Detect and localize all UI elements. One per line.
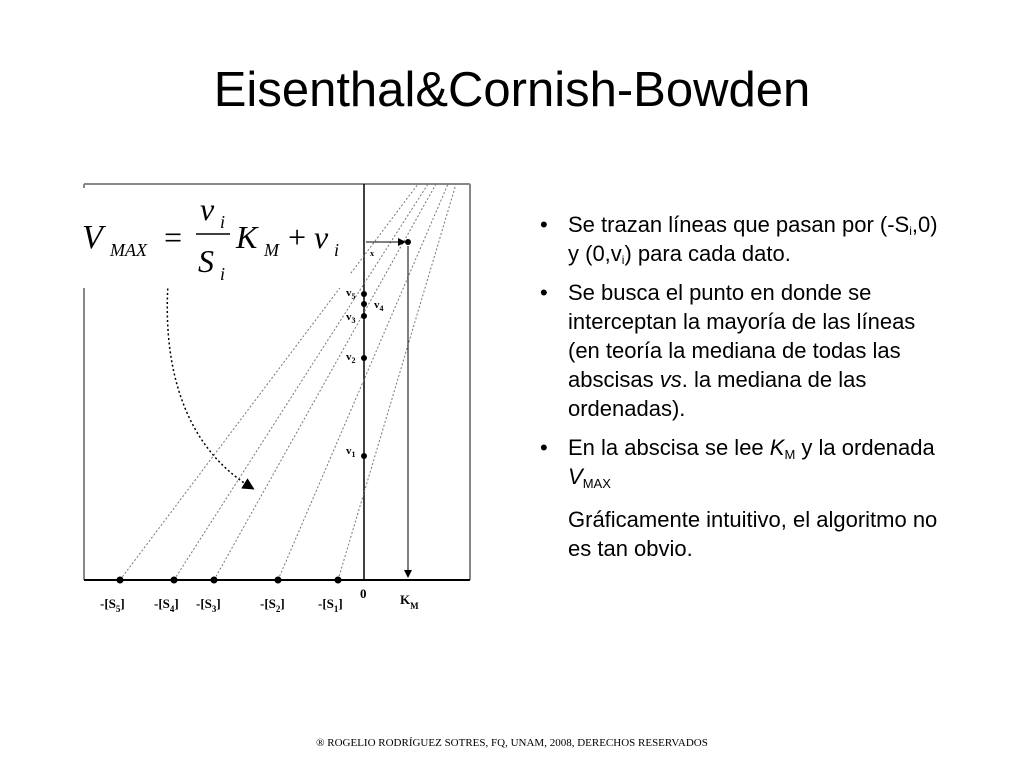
closing-note: Gráficamente intuitivo, el algoritmo no es tan obvio. [568,507,938,561]
bullet-1-text-b: ,0) y (0,v [568,212,938,266]
formula-den-sub: i [220,264,226,284]
point-v5 [361,291,367,297]
bullet-3 [540,433,940,491]
bullet-3-km-sub: M [784,447,796,462]
formula-equals: = [162,219,184,255]
s1-label: $-[S_1]$ [318,596,343,614]
formula-plus: + [286,219,308,255]
bullet-dot: • [540,435,548,460]
bullet-2 [540,278,940,423]
bullet-3-km: K [769,435,785,460]
bullet-dot: • [540,280,548,305]
formula-num: v [200,191,215,227]
s2-label: $-[S_2]$ [260,596,285,614]
vmax-x-label: x [370,249,374,258]
vmax-formula [80,188,350,288]
bullet-dot: • [540,212,548,237]
curved-dotted-arrow [167,284,252,488]
v5-label: $v_5$ [346,287,356,301]
formula-den: S [198,243,214,279]
formula-km: K [236,219,258,255]
point-s5 [117,577,124,584]
formula-lhs-sub: MAX [110,240,147,260]
line-s1-v1 [338,184,456,580]
bullet-1 [540,210,940,268]
bullet-3-vmax: V [568,464,583,489]
origin-label: 0 [360,586,367,601]
formula-vi: v [314,219,329,255]
v3-label: $v_3$ [346,311,356,325]
s4-label: $-[S_4]$ [154,596,179,614]
formula-km-sub: M [264,240,279,260]
bullet-3-vmax-sub: MAX [582,476,611,491]
point-s4 [171,577,178,584]
bullet-1-sub-b: i [621,253,625,267]
point-s3 [211,577,218,584]
km-label: $K_M$ [400,592,419,611]
bullet-3-text-a: En la abscisa se lee [568,435,770,460]
s5-label: $-[S_5]$ [100,596,125,614]
v2-label: $v_2$ [346,351,356,365]
intersection-point [405,239,411,245]
bullet-2-text-a: Se busca el punto en donde se interceptan la mayoría de las líneas (en teoría la mediana de todas las abscisas [568,280,916,392]
bullet-2-em: vs [659,367,682,392]
point-v4 [361,301,367,307]
point-v3 [361,313,367,319]
point-v2 [361,355,367,361]
bullet-list [540,210,940,563]
bullet-1-text-a: Se trazan líneas que pasan por (-S [568,212,910,237]
bullet-2-text-b: . la mediana de las ordenadas). [568,367,867,421]
point-v1 [361,453,367,459]
point-s1 [335,577,342,584]
bullet-3-text-b: y la ordenada [795,435,935,460]
point-s2 [275,577,282,584]
formula-lhs: V [82,219,103,256]
formula-num-sub: i [220,212,226,232]
bullet-1-text-c: ) para cada dato. [624,241,791,266]
y-points [361,239,411,459]
bullet-1-sub-a: i [909,224,912,238]
v1-label: $v_1$ [346,445,356,459]
s3-label: $-[S_3]$ [196,596,221,614]
v4-label: $v_4$ [374,299,384,313]
formula-vi-sub: i [334,240,340,260]
copyright-footer: ® ROGELIO RODRÍGUEZ SOTRES, FQ, UNAM, 2008, DERECHOS RESERVADOS [316,737,708,749]
slide-title: Eisenthal&Cornish-Bowden [213,63,811,117]
